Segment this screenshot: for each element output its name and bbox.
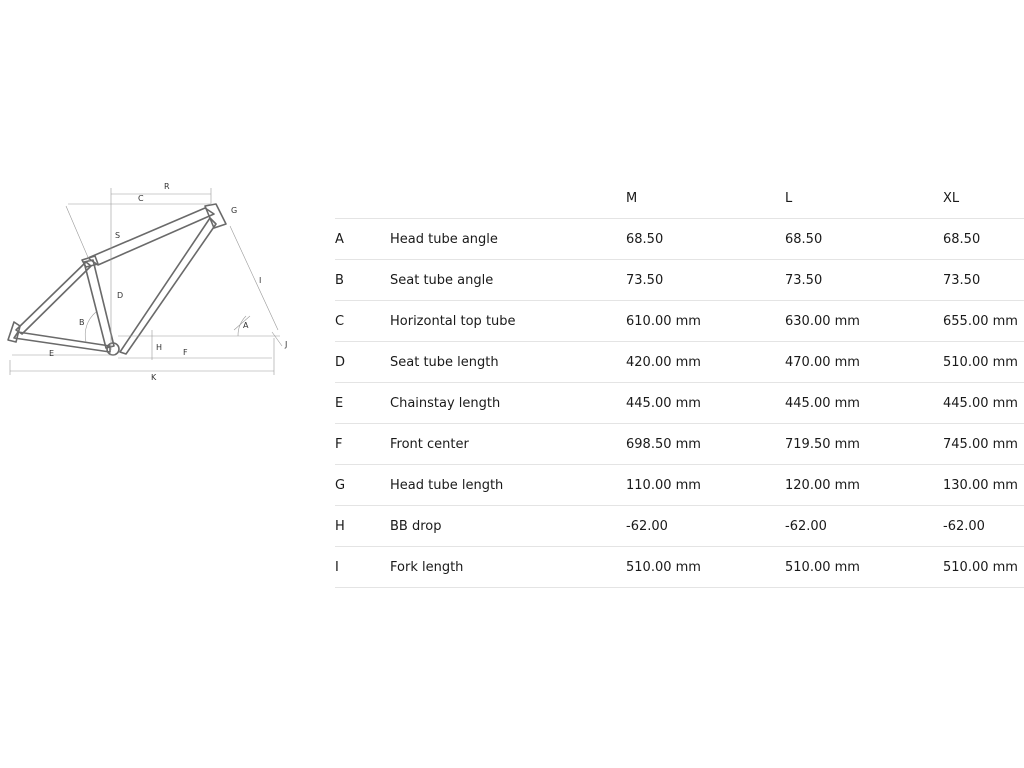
cell-size-l: 73.50 (785, 272, 823, 288)
cell-size-m: 698.50 mm (626, 436, 701, 452)
cell-size-m: 420.00 mm (626, 354, 701, 370)
row-name: Chainstay length (390, 395, 501, 411)
cell-size-xl: 510.00 mm (943, 559, 1018, 575)
cell-size-l: 719.50 mm (785, 436, 860, 452)
diagram-label-k: K (151, 373, 157, 382)
cell-size-xl: 130.00 mm (943, 477, 1018, 493)
table-row (335, 219, 1024, 260)
cell-size-xl: 510.00 mm (943, 354, 1018, 370)
row-name: Fork length (390, 559, 464, 575)
cell-size-m: 73.50 (626, 272, 664, 288)
cell-size-l: 630.00 mm (785, 313, 860, 329)
row-key: F (335, 436, 343, 452)
frame-geometry-diagram (0, 170, 300, 390)
row-key: I (335, 559, 339, 575)
bike-frame-svg (0, 170, 300, 390)
cell-size-m: 510.00 mm (626, 559, 701, 575)
diagram-label-f: F (183, 348, 188, 357)
cell-size-xl: 73.50 (943, 272, 981, 288)
diagram-label-a: A (243, 321, 249, 330)
row-name: Front center (390, 436, 469, 452)
diagram-label-i: I (259, 276, 262, 285)
header-size-xl: XL (943, 190, 960, 206)
row-key: D (335, 354, 346, 370)
table-row (335, 260, 1024, 301)
row-key: C (335, 313, 345, 329)
row-name: Seat tube length (390, 354, 499, 370)
geometry-table (335, 178, 1024, 588)
diagram-label-b: B (79, 318, 85, 327)
diagram-label-c: C (138, 194, 144, 203)
cell-size-xl: 68.50 (943, 231, 981, 247)
diagram-label-e: E (49, 349, 55, 358)
table-header-row (335, 178, 1024, 219)
cell-size-m: -62.00 (626, 518, 668, 534)
table-row (335, 547, 1024, 588)
cell-size-l: -62.00 (785, 518, 827, 534)
row-name: Head tube angle (390, 231, 498, 247)
cell-size-l: 510.00 mm (785, 559, 860, 575)
cell-size-xl: 445.00 mm (943, 395, 1018, 411)
header-name (390, 178, 626, 219)
frame-outline (8, 204, 226, 354)
row-key: E (335, 395, 344, 411)
cell-size-l: 445.00 mm (785, 395, 860, 411)
table-row (335, 301, 1024, 342)
cell-size-l: 68.50 (785, 231, 823, 247)
header-size-m: M (626, 190, 638, 206)
row-key: G (335, 477, 346, 493)
diagram-label-j: J (285, 340, 288, 349)
cell-size-l: 120.00 mm (785, 477, 860, 493)
row-key: B (335, 272, 344, 288)
cell-size-m: 68.50 (626, 231, 664, 247)
header-size-l: L (785, 190, 793, 206)
row-name: Head tube length (390, 477, 504, 493)
table-row (335, 465, 1024, 506)
table-row (335, 342, 1024, 383)
table-row (335, 506, 1024, 547)
diagram-label-h: H (156, 343, 163, 352)
diagram-label-d: D (117, 291, 124, 300)
diagram-label-s: S (115, 231, 121, 240)
row-name: BB drop (390, 518, 442, 534)
row-key: H (335, 518, 345, 534)
diagram-label-g: G (231, 206, 238, 215)
cell-size-m: 110.00 mm (626, 477, 701, 493)
row-key: A (335, 231, 344, 247)
cell-size-xl: 655.00 mm (943, 313, 1018, 329)
header-key (335, 178, 390, 219)
cell-size-m: 445.00 mm (626, 395, 701, 411)
row-name: Horizontal top tube (390, 313, 516, 329)
cell-size-xl: 745.00 mm (943, 436, 1018, 452)
cell-size-xl: -62.00 (943, 518, 985, 534)
dimension-lines (10, 188, 282, 375)
diagram-label-r: R (164, 182, 170, 191)
cell-size-m: 610.00 mm (626, 313, 701, 329)
row-name: Seat tube angle (390, 272, 494, 288)
table-row (335, 383, 1024, 424)
table-row (335, 424, 1024, 465)
cell-size-l: 470.00 mm (785, 354, 860, 370)
